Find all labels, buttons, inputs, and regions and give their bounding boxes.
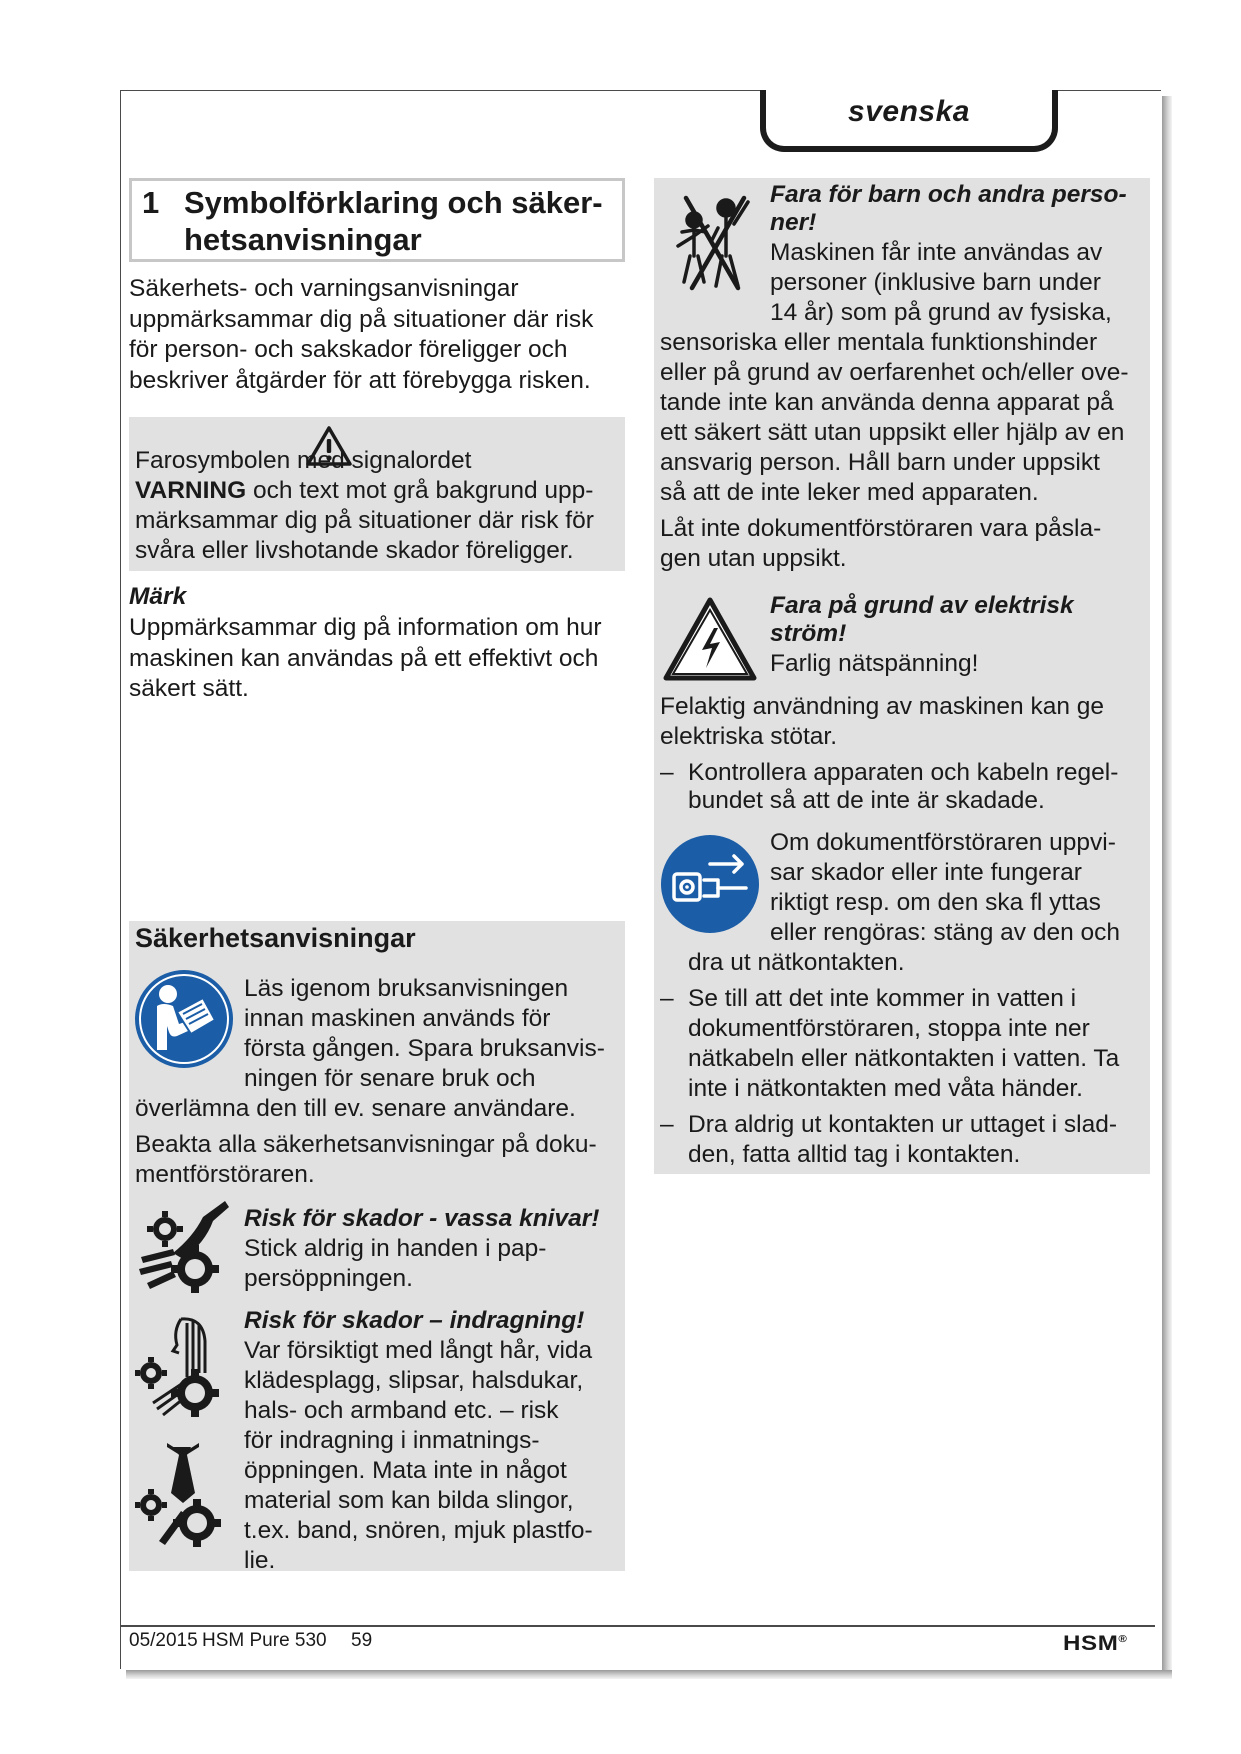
misuse-line: Felaktig användning av maskinen kan ge bbox=[660, 693, 1105, 720]
footer-page-number: 59 bbox=[351, 1630, 373, 1651]
bullet-dash: – bbox=[660, 1111, 674, 1138]
hair-entanglement-icon bbox=[133, 1311, 237, 1421]
children-text-line: eller på grund av oerfarenhet och/eller ove- bbox=[660, 359, 1129, 386]
pull-in-line: hals- och armband etc. – risk bbox=[244, 1397, 559, 1424]
footer-rule bbox=[120, 1625, 1155, 1627]
language-tab[interactable] bbox=[760, 90, 1058, 152]
warning-line bbox=[135, 446, 621, 477]
manual-line: ningen för senare bruk och bbox=[244, 1065, 536, 1092]
sharp-knives-hand-icon bbox=[133, 1197, 237, 1301]
bullet-1-line: bundet så att de inte är skadade. bbox=[688, 787, 1045, 814]
language-label: svenska bbox=[848, 95, 970, 128]
warning-text: och text mot grå bakgrund upp- bbox=[246, 477, 594, 504]
page-shadow-right bbox=[1162, 96, 1172, 1678]
bullet-3-line: Dra aldrig ut kontakten ur uttaget i slad- bbox=[688, 1111, 1117, 1138]
manual-line: första gången. Spara bruksanvis- bbox=[244, 1035, 605, 1062]
unattended-line: gen utan uppsikt. bbox=[660, 545, 847, 572]
registered-mark: ® bbox=[1118, 1634, 1128, 1645]
warning-line: märksammar dig på situationer där risk för bbox=[135, 507, 594, 534]
warning-text: signalordet bbox=[344, 447, 472, 474]
children-text-line: ett säkert sätt utan uppsikt eller hjälp av en bbox=[660, 419, 1125, 446]
electric-heading-line: Fara på grund av elektrisk bbox=[770, 592, 1074, 619]
knives-line: Stick aldrig in handen i pap- bbox=[244, 1235, 547, 1262]
children-text-line: 14 år) som på grund av fysiska, bbox=[770, 299, 1112, 326]
section-number: 1 bbox=[142, 185, 160, 220]
hsm-logo bbox=[1063, 1626, 1127, 1658]
bullet-1-line: Kontrollera apparaten och kabeln regel- bbox=[688, 759, 1119, 786]
children-text-line: sensoriska eller mentala funktionshinder bbox=[660, 329, 1098, 356]
intro-line: Säkerhets- och varningsanvisningar bbox=[129, 275, 519, 302]
intro-paragraph bbox=[129, 274, 625, 396]
unplug-line: eller rengöras: stäng av den och bbox=[770, 919, 1121, 946]
no-children-icon bbox=[668, 190, 754, 294]
electrical-hazard-icon bbox=[662, 596, 758, 682]
pull-in-heading: Risk för skador – indragning! bbox=[244, 1307, 585, 1334]
knives-line: persöppningen. bbox=[244, 1265, 413, 1292]
bullet-2-line: nätkabeln eller nätkontakten i vatten. Ta bbox=[688, 1045, 1120, 1072]
electric-heading-line: ström! bbox=[770, 620, 847, 647]
children-text-line: ansvarig person. Håll barn under uppsikt bbox=[660, 449, 1100, 476]
right-column-box bbox=[654, 178, 1150, 1174]
children-heading-line: ner! bbox=[770, 209, 817, 236]
intro-line: uppmärksammar dig på situationer där risk bbox=[129, 305, 594, 333]
children-text-line: Maskinen får inte användas av bbox=[770, 239, 1103, 266]
bullet-2-line: inte i nätkontakten med våta händer. bbox=[688, 1075, 1083, 1102]
bullet-dash: – bbox=[660, 759, 674, 786]
pull-in-line: lie. bbox=[244, 1547, 276, 1574]
bullet-2-line: dokumentförstöraren, stoppa inte ner bbox=[688, 1015, 1090, 1042]
safety-heading: Säkerhetsanvisningar bbox=[135, 923, 416, 953]
tie-entanglement-icon bbox=[133, 1441, 237, 1553]
bullet-3-line: den, fatta alltid tag i kontakten. bbox=[688, 1141, 1021, 1168]
pull-in-line: öppningen. Mata inte in något bbox=[244, 1457, 567, 1484]
knives-heading: Risk för skador - vassa knivar! bbox=[244, 1205, 600, 1232]
pull-in-line: för indragning i inmatnings- bbox=[244, 1427, 540, 1454]
warning-line: svåra eller livshotande skador föreligger. bbox=[135, 537, 574, 564]
warning-explanation-box bbox=[129, 417, 625, 571]
pull-in-line: Var försiktigt med långt hår, vida bbox=[244, 1337, 593, 1364]
section-title-line-2: hetsanvisningar bbox=[184, 222, 422, 257]
note-heading: Märk bbox=[129, 583, 187, 610]
intro-line: beskriver åtgärder för att förebygga risken. bbox=[129, 366, 591, 394]
observe-line: Beakta alla säkerhetsanvisningar på doku- bbox=[135, 1131, 597, 1158]
safety-instructions-box bbox=[129, 921, 625, 1574]
note-text bbox=[129, 613, 625, 705]
note-line: maskinen kan användas på ett effektivt och bbox=[129, 644, 599, 672]
unplug-line: sar skador eller inte fungerar bbox=[770, 859, 1082, 886]
footer-model: HSM Pure 530 bbox=[202, 1630, 327, 1651]
read-manual-icon bbox=[133, 968, 235, 1070]
page-shadow-bottom bbox=[126, 1670, 1172, 1679]
pull-in-line: t.ex. band, snören, mjuk plastfo- bbox=[244, 1517, 593, 1544]
hsm-logo-text: HSM bbox=[1063, 1632, 1119, 1655]
intro-line: för person- och sakskador föreligger och bbox=[129, 336, 568, 363]
pull-in-line: klädesplagg, slipsar, halsdukar, bbox=[244, 1367, 584, 1394]
misuse-line: elektriska stötar. bbox=[660, 723, 838, 750]
pull-in-line: material som kan bilda slingor, bbox=[244, 1487, 574, 1514]
section-title-box bbox=[129, 178, 625, 262]
section-title bbox=[184, 184, 614, 258]
bullet-2-line: Se till att det inte kommer in vatten i bbox=[688, 985, 1077, 1012]
observe-line: mentförstöraren. bbox=[135, 1161, 315, 1188]
children-text-line: tande inte kan använda denna apparat på bbox=[660, 389, 1114, 416]
unplug-line: Om dokumentförstöraren uppvi- bbox=[770, 829, 1116, 856]
note-line: säkert sätt. bbox=[129, 675, 249, 702]
unattended-line: Låt inte dokumentförstöraren vara påsla- bbox=[660, 515, 1102, 542]
section-title-line-1: Symbolförklaring och säker- bbox=[184, 185, 603, 220]
footer-date: 05/2015 bbox=[129, 1630, 198, 1651]
unplug-line: dra ut nätkontakten. bbox=[688, 949, 905, 976]
manual-line: innan maskinen används för bbox=[244, 1005, 551, 1032]
children-text-line: personer (inklusive barn under bbox=[770, 269, 1101, 296]
manual-line: överlämna den till ev. senare användare. bbox=[135, 1095, 576, 1122]
manual-line: Läs igenom bruksanvisningen bbox=[244, 975, 569, 1002]
children-text-line: så att de inte leker med apparaten. bbox=[660, 479, 1039, 506]
signal-word: VARNING bbox=[135, 477, 247, 504]
warning-text: Farosymbolen bbox=[135, 447, 298, 474]
children-heading-line: Fara för barn och andra perso- bbox=[770, 181, 1127, 208]
warning-line bbox=[135, 476, 621, 507]
note-line: Uppmärksammar dig på information om hur bbox=[129, 614, 602, 641]
warning-text: med bbox=[297, 447, 345, 474]
electric-subheading: Farlig nätspänning! bbox=[770, 650, 979, 677]
unplug-mains-icon bbox=[660, 834, 760, 934]
unplug-line: riktigt resp. om den ska fl yttas bbox=[770, 889, 1101, 916]
bullet-dash: – bbox=[660, 985, 674, 1012]
